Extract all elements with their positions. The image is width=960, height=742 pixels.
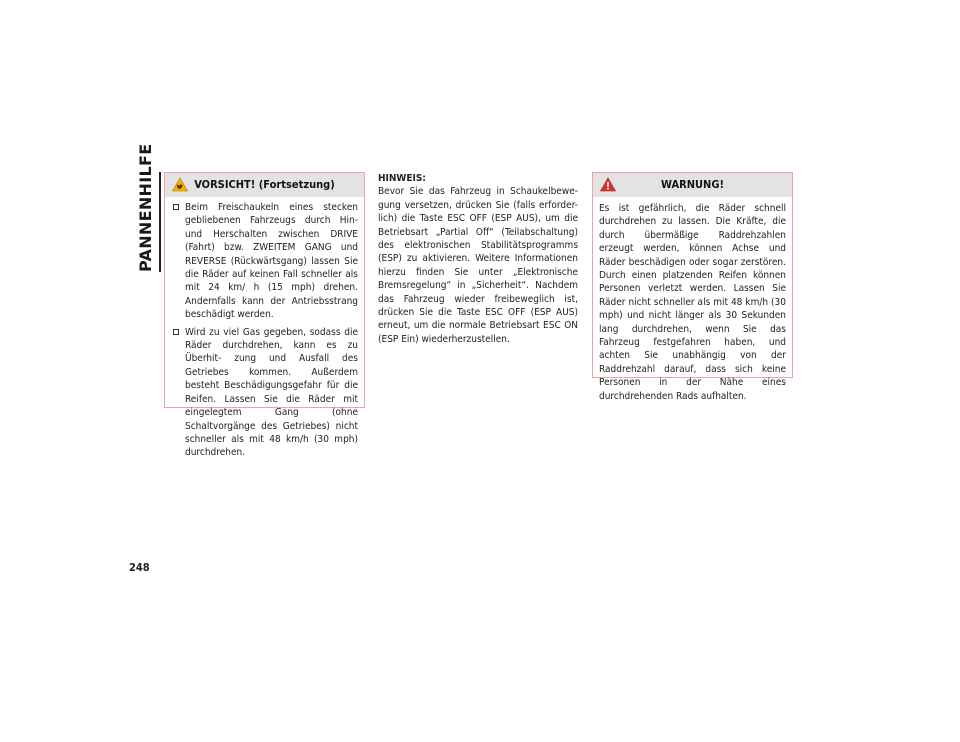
caution-header [165,173,364,197]
caution-list [165,197,364,460]
square-bullet-icon [173,329,179,335]
warning-title: WARNUNG! [661,178,724,191]
section-divider [159,172,161,272]
warning-triangle-icon [600,177,616,192]
warning-text: Es ist gefährlich, die Räder schnell durchdrehen zu lassen. Die Kräfte, die durch übermäßige Raddrehzahlen erzeugt werden, können Achse und Räder beschädigen oder sogar zerstören. Durch einen platzenden Reifen können Personen verletzt werden. Lassen Sie Räder nicht schneller als mit 48 km/h (30 mph) und nicht länger als 30 Sekunden lang durchdrehen, wenn Sie das Fahrzeug festgefahren haben, und achten Sie unabhängig von der Raddrehzahl darauf, dass sich keine Personen in der Nähe eines durchdrehenden Rads aufhalten. [599,203,786,402]
caution-item-text: Beim Freischaukeln eines stecken gebliebenen Fahrzeugs durch Hin- und Herschalten zwischen DRIVE (Fahrt) bzw. ZWEITEM GANG und REVERSE (Rückwärtsgang) lassen Sie die Räder auf keinen Fall schneller als mit 24 km/ h (15 mph) drehen. Andernfalls kann der Antriebsstrang beschädigt werden. [185,202,358,321]
caution-item-text: Wird zu viel Gas gegeben, sodass die Räder durchdrehen, kann es zu Überhit- zung und Ausfall des Getriebes kommen. Außerdem besteht Beschädigungsgefahr für die Reifen. Lassen Sie die Räder mit eingelegtem Gang (ohne Schaltvorgänge des Getriebes) nicht schneller als mit 48 km/h (30 mph) durchdrehen. [185,326,358,459]
caution-title: VORSICHT! (Fortsetzung) [194,178,335,191]
note-label: HINWEIS: [378,173,426,184]
caution-box [164,172,365,459]
note-block [378,172,578,346]
page-number: 248 [129,561,150,574]
square-bullet-icon [173,204,179,210]
warning-box [592,172,793,402]
section-title [136,143,158,272]
warning-header [593,173,792,197]
caution-item [173,201,358,322]
note-text: Bevor Sie das Fahrzeug in Schaukelbewe- gung versetzen, drücken Sie (falls erforder- lich) die Taste ESC OFF (ESP AUS), um die Betriebsart „Partial Off“ (Teilabschaltung) des elektronischen Stabilitätsprogramms (ESP) zu aktivieren. Weitere Informationen hierzu finden Sie unter „Elektronische Bremsregelung“ in „Sicherheit“. Nachdem das Fahrzeug wieder freibeweglich ist, drücken Sie die Taste ESC OFF (ESP AUS) erneut, um die normale Betriebsart ESC ON (ESP Ein) wiederherzustellen. [378,186,578,345]
caution-item [173,326,358,460]
caution-triangle-icon [172,177,188,192]
section-title-text: PANNENHILFE [136,143,155,272]
